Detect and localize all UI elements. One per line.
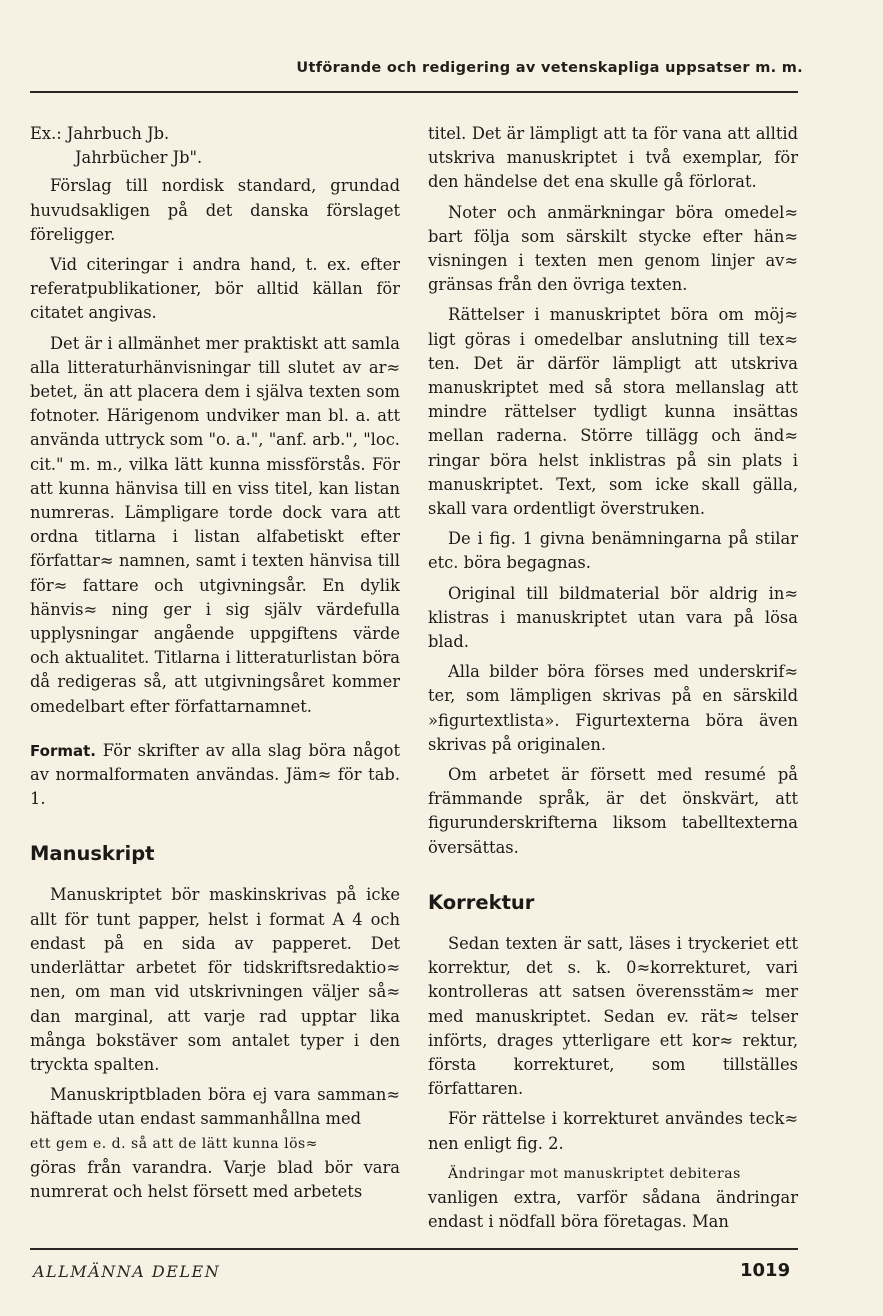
section-heading-korrektur: Korrektur xyxy=(428,890,535,914)
paragraph: Det är i allmänhet mer praktiskt att samla alla litteraturhänvisningar till slutet av ar≈ betet, än att placera dem i själva texten som fotnoter. Härigenom undviker man bl. a. att använda uttryck som "o. a.", "anf. arb.", "loc. cit." m. m., vilka lätt kunna missförstås. För att kunna hänvisa till en viss titel, kan listan numreras. Lämpligare torde dock vara att ordna titlarna i listan alfabetiskt efter författar≈ namnen, samt i texten hänvisa till för≈ fattare och utgivningsår. En dylik hänvis≈ ning ger i sig själv värdefulla upplysningar angående uppgiftens värde och aktualitet. Titlarna i litteraturlistan böra då redigeras så, att utgivningsåret kommer omedelbart efter författarnamnet. xyxy=(30,333,400,716)
running-head: Utförande och redigering av vetenskapliga uppsatser m. m. xyxy=(296,60,803,76)
section-heading-manuskript: Manuskript xyxy=(30,842,155,866)
format-text: För skrifter av alla slag böra något av normalformaten användas. Jäm≈ för tab. 1. xyxy=(30,740,400,809)
page-number: 1019 xyxy=(740,1260,791,1281)
format-paragraph xyxy=(30,739,400,812)
paragraph: Om arbetet är försett med resumé på främmande språk, är det önskvärt, att figurunderskrifterna liksom tabelltexterna översättas. xyxy=(428,765,798,857)
paragraph-line: vanligen extra, varför sådana ändringar endast i nödfall böra företagas. Man xyxy=(428,1187,798,1232)
format-run-in-heading: Format. xyxy=(30,741,96,760)
right-column xyxy=(428,122,798,1240)
header-rule xyxy=(30,91,798,93)
paragraph: Manuskriptet bör maskinskrivas på icke allt för tunt papper, helst i format A 4 och endast på en sida av papperet. Det underlättar arbetet för tidskriftsredaktio≈ nen, om man vid utskrivningen väljer så≈ dan marginal, att varje rad upptar lika många bokstäver som antalet typer i den tryckta spalten. xyxy=(30,885,400,1074)
paragraph: Alla bilder böra förses med underskrif≈ ter, som lämpligen skrivas på en särskild »figurtextlista». Figurtexterna böra även skrivas på originalen. xyxy=(428,662,798,754)
paragraph: Vid citeringar i andra hand, t. ex. efter referatpublikationer, bör alltid källan för citatet angivas. xyxy=(30,255,400,323)
footer-rule xyxy=(30,1248,798,1250)
paragraph-line: Ändringar mot manuskriptet debiteras xyxy=(448,1165,741,1182)
paragraph: Sedan texten är satt, läses i tryckeriet ett korrektur, det s. k. 0≈korrekturet, vari kontrolleras att satsen överensstäm≈ mer med manuskriptet. Sedan ev. rät≈ telser införts, drages ytterligare ett kor≈ rektur, första korrekturet, som tillställes författaren. xyxy=(428,933,798,1099)
paragraph: Noter och anmärkningar böra omedel≈ bart följa som särskilt stycke efter hän≈ visningen i texten men genom linjer av≈ gränsas från den övriga texten. xyxy=(428,202,798,295)
paragraph: Rättelser i manuskriptet böra om möj≈ ligt göras i omedelbar anslutning till tex≈ ten. Det är därför lämpligt att utskriva manuskriptet med så stora mellanslag att mindre rättelser tydligt kunna insättas mellan raderna. Större tillägg och änd≈ ringar böra helst inklistras på sin plats i manuskriptet. Text, som icke skall gälla, skall vara ordentligt överstruken. xyxy=(428,305,798,519)
paragraph: De i fig. 1 givna benämningarna på stilar etc. böra begagnas. xyxy=(428,529,798,573)
abbreviation-example xyxy=(30,122,400,170)
paragraph: För rättelse i korrekturet användes teck≈ nen enligt fig. 2. xyxy=(428,1109,798,1153)
paragraph-line: göras från varandra. Varje blad bör vara numrerat och helst försett med arbetets xyxy=(30,1157,400,1201)
paragraph: titel. Det är lämpligt att ta för vana att alltid utskriva manuskriptet i två exemplar, för den händelse det ena skulle gå förlorat. xyxy=(428,124,798,192)
example-line: Ex.: Jahrbuch Jb. xyxy=(30,124,170,143)
paragraph: Förslag till nordisk standard, grundad huvudsakligen på det danska förslaget föreligger. xyxy=(30,176,400,244)
paragraph: Original till bildmaterial bör aldrig in≈ klistras i manuskriptet utan vara på lösa blad. xyxy=(428,583,798,652)
footer-section-label: ALLMÄNNA DELEN xyxy=(33,1262,221,1281)
paragraph-line: ett gem e. d. så att de lätt kunna lös≈ xyxy=(30,1135,318,1152)
example-line: Jahrbücher Jb". xyxy=(75,148,203,168)
left-column xyxy=(30,122,400,1210)
paragraph: Manuskriptbladen böra ej vara samman≈ häftade utan endast sammanhållna med xyxy=(30,1085,400,1129)
